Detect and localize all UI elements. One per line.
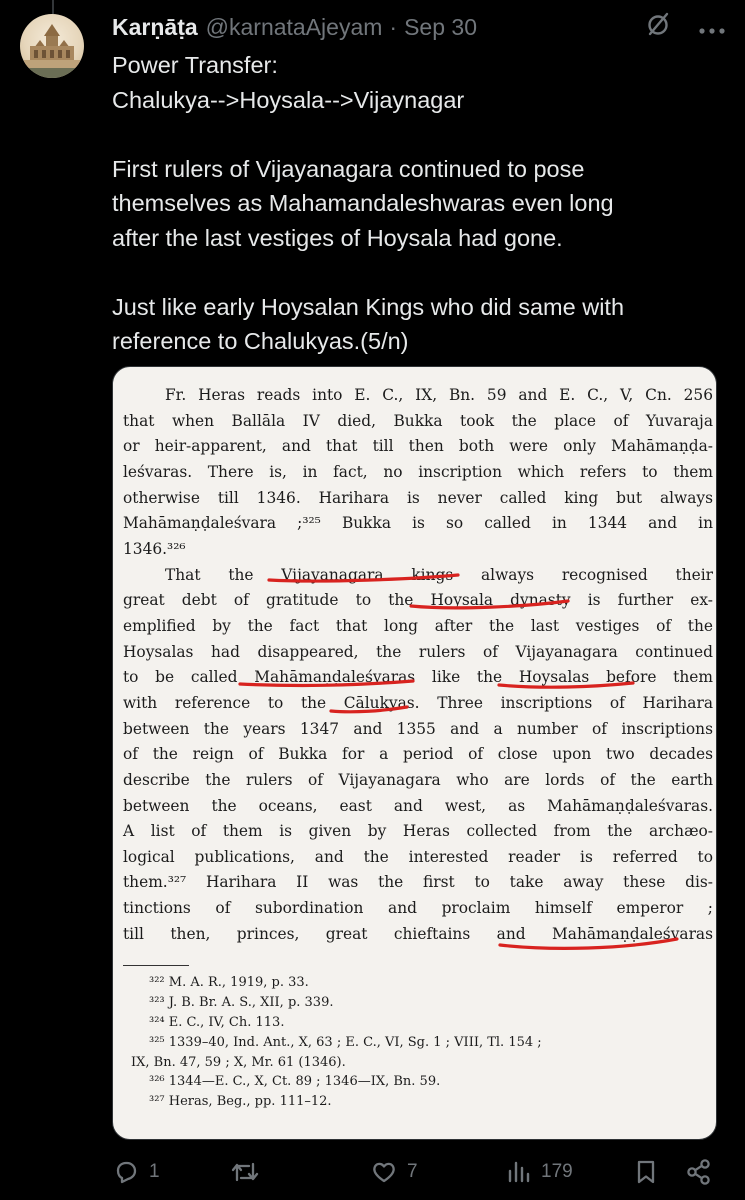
footnote-line: ³²² M. A. R., 1919, p. 33. [149, 975, 309, 991]
scan-line: Fr. Heras reads into E. C., IX, Bn. 59 and E. C., V, Cn. 256 [165, 386, 713, 404]
user-handle[interactable]: @karnataAjeyam [205, 13, 383, 40]
scan-line: to be called Mahāmaṇḍaleśvaras like the Hoysalas before them [123, 668, 713, 687]
tweet-action-bar [112, 1156, 715, 1188]
retweet-icon [230, 1158, 260, 1186]
tweet-text [112, 48, 712, 359]
views-button[interactable] [506, 1156, 573, 1188]
share-icon [685, 1158, 713, 1186]
tweet-text-line: themselves as Mahamandaleshwaras even long [112, 190, 614, 216]
scan-line: with reference to the Cālukyas. Three inscriptions of Harihara [123, 693, 713, 712]
temple-avatar-image [20, 14, 84, 78]
scan-line: describe the rulers of Vijayanagara who are lords of the earth [123, 770, 713, 789]
tweet-text-line: reference to Chalukyas.(5/n) [112, 328, 409, 354]
display-name[interactable]: Karṇāṭa [112, 13, 198, 40]
scan-line: that when Ballāla IV died, Bukka took the place of Yuvaraja [123, 411, 713, 430]
scan-line: tinctions of subordination and proclaim himself emperor ; [123, 899, 713, 918]
scanned-text [123, 383, 713, 1112]
tweet-text-line: First rulers of Vijayanagara continued to pose [112, 155, 585, 182]
reply-count: 1 [149, 1161, 160, 1182]
scan-line: between the years 1347 and 1355 and a number of inscriptions [123, 719, 713, 738]
scan-line: 1346.³²⁶ [123, 539, 186, 558]
scan-line: Mahāmaṇḍaleśvara ;³²⁵ Bukka is so called in 1344 and in [123, 514, 713, 533]
like-count: 7 [407, 1161, 418, 1182]
bookmark-button[interactable] [634, 1156, 658, 1188]
footnote-divider [123, 965, 189, 966]
bookmark-icon [634, 1158, 658, 1186]
footnote-line: ³²⁴ E. C., IV, Ch. 113. [149, 1015, 285, 1031]
scan-line: Hoysalas had disappeared, the rulers of Vijayanagara continued [123, 642, 713, 661]
tweet-text-line: after the last vestiges of Hoysala had gone. [112, 224, 563, 251]
tweet-text-line: Just like early Hoysalan Kings who did same with [112, 293, 625, 320]
thread-connector-line [52, 0, 54, 14]
scan-line: leśvaras. There is, in fact, no inscription which refers to them [123, 462, 713, 481]
scan-line: till then, princes, great chieftains and Mahāmaṇḍaleśvaras [123, 924, 713, 943]
scan-line: between the oceans, east and west, as Mahāmaṇḍaleśvaras. [123, 796, 713, 815]
scan-footnotes [123, 973, 713, 1112]
scan-line: otherwise till 1346. Harihara is never called king but always [123, 488, 713, 507]
footnote-line: ³²³ J. B. Br. A. S., XII, p. 339. [149, 995, 334, 1011]
scan-line: That the Vijayanagara kings always recognised their [165, 565, 713, 584]
retweet-button[interactable] [230, 1156, 269, 1188]
reply-button[interactable] [112, 1156, 160, 1188]
scan-line: them.³²⁷ Harihara II was the first to take away these dis- [123, 873, 713, 892]
footnote-line: IX, Bn. 47, 59 ; X, Mr. 61 (1346). [131, 1054, 346, 1070]
heart-icon [370, 1158, 398, 1186]
timestamp[interactable]: Sep 30 [404, 13, 477, 40]
scan-line: emplified by the fact that long after the last vestiges of the [123, 616, 713, 635]
footnote-line: ³²⁵ 1339–40, Ind. Ant., X, 63 ; E. C., VI, Sg. 1 ; VIII, Tl. 154 ; [149, 1034, 542, 1050]
views-bar-chart-icon [506, 1159, 532, 1185]
scan-line: A list of them is given by Heras collected from the archæo- [123, 822, 713, 841]
scan-body [123, 383, 713, 947]
tweet-text-line: Power Transfer: [112, 52, 278, 78]
attached-book-page-image[interactable] [112, 366, 717, 1140]
share-button[interactable] [685, 1156, 713, 1188]
views-count: 179 [541, 1161, 573, 1182]
avatar[interactable] [20, 14, 84, 78]
scan-line: or heir-apparent, and that till then both were only Mahāmaṇḍa- [123, 437, 713, 456]
scan-line: great debt of gratitude to the Hoysala dynasty is further ex- [123, 591, 713, 610]
more-options-icon[interactable] [699, 14, 725, 41]
reply-icon [112, 1158, 140, 1186]
grok-slash-circle-icon[interactable] [645, 11, 671, 43]
footnote-line: ³²⁷ Heras, Beg., pp. 111–12. [149, 1094, 332, 1110]
tweet-text-line: Chalukya-->Hoysala-->Vijaynagar [112, 86, 465, 113]
like-button[interactable] [370, 1156, 418, 1188]
footnote-line: ³²⁶ 1344—E. C., X, Ct. 89 ; 1346—IX, Bn. 59. [149, 1074, 441, 1090]
scan-line: logical publications, and the interested reader is referred to [123, 847, 713, 866]
tweet-header [112, 10, 725, 44]
header-separator: · [389, 13, 398, 40]
scan-line: of the reign of Bukka for a period of close upon two decades [123, 745, 713, 764]
